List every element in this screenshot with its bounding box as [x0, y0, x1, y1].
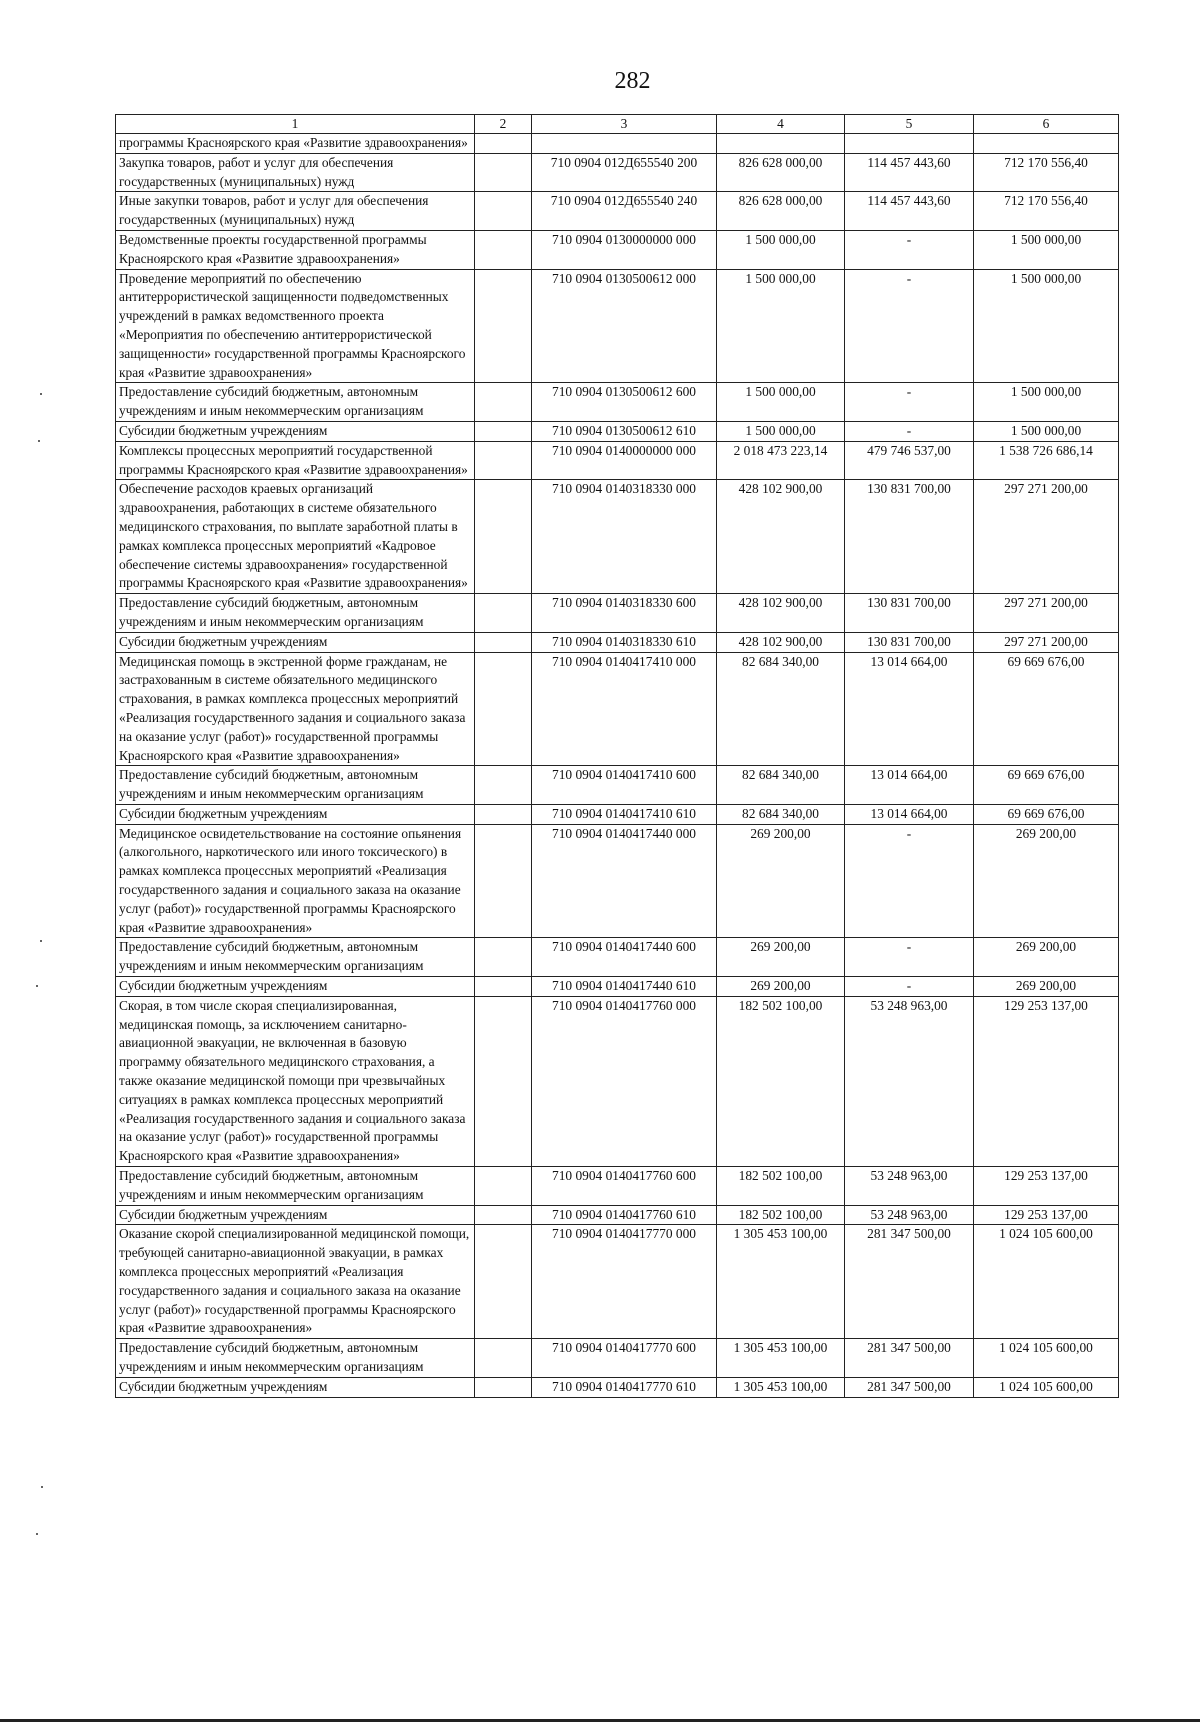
row-value-4: 1 500 000,00	[717, 230, 845, 269]
row-col2	[475, 480, 532, 594]
row-description: Субсидии бюджетным учреждениям	[116, 977, 475, 997]
row-value-4: 428 102 900,00	[717, 480, 845, 594]
row-value-4: 182 502 100,00	[717, 1205, 845, 1225]
row-col2	[475, 192, 532, 231]
row-code: 710 0904 0140417410 600	[532, 766, 717, 805]
row-description: Обеспечение расходов краевых организаций здравоохранения, работающих в системе обязательного медицинского страхования, по выплате заработной платы в рамках комплекса процессных мероприятий «Кадровое обеспечение системы здравоохранения» государственной программы Красноярского края «Развитие здравоохранения»	[116, 480, 475, 594]
row-description: Субсидии бюджетным учреждениям	[116, 421, 475, 441]
row-value-6: 129 253 137,00	[974, 996, 1119, 1166]
row-value-6: 712 170 556,40	[974, 153, 1119, 192]
table-row	[116, 824, 1119, 938]
row-code: 710 0904 0140417440 600	[532, 938, 717, 977]
row-code: 710 0904 0140417440 610	[532, 977, 717, 997]
row-code: 710 0904 0130000000 000	[532, 230, 717, 269]
row-col2	[475, 1225, 532, 1339]
row-value-5	[845, 134, 974, 154]
row-col2	[475, 383, 532, 422]
row-value-6: 297 271 200,00	[974, 632, 1119, 652]
row-value-5: 13 014 664,00	[845, 652, 974, 766]
row-value-4: 826 628 000,00	[717, 153, 845, 192]
margin-speck	[38, 440, 40, 442]
row-code: 710 0904 0140000000 000	[532, 441, 717, 480]
row-value-5: 53 248 963,00	[845, 1205, 974, 1225]
row-value-6: 129 253 137,00	[974, 1167, 1119, 1206]
row-value-6: 297 271 200,00	[974, 480, 1119, 594]
row-code	[532, 134, 717, 154]
row-code: 710 0904 0140417410 000	[532, 652, 717, 766]
row-col2	[475, 1339, 532, 1378]
table-row	[116, 1225, 1119, 1339]
table-row	[116, 383, 1119, 422]
row-value-5: -	[845, 230, 974, 269]
row-value-6: 269 200,00	[974, 938, 1119, 977]
row-value-4	[717, 134, 845, 154]
row-code: 710 0904 0140417770 610	[532, 1377, 717, 1397]
row-value-5: 13 014 664,00	[845, 804, 974, 824]
table-row	[116, 1377, 1119, 1397]
row-description: Предоставление субсидий бюджетным, автономным учреждениям и иным некоммерческим организациям	[116, 766, 475, 805]
row-description: Предоставление субсидий бюджетным, автономным учреждениям и иным некоммерческим организациям	[116, 938, 475, 977]
row-value-5: -	[845, 383, 974, 422]
row-code: 710 0904 0140318330 000	[532, 480, 717, 594]
row-value-6: 1 024 105 600,00	[974, 1377, 1119, 1397]
row-description: Иные закупки товаров, работ и услуг для обеспечения государственных (муниципальных) нужд	[116, 192, 475, 231]
row-value-4: 1 500 000,00	[717, 383, 845, 422]
row-value-6: 297 271 200,00	[974, 594, 1119, 633]
row-value-5: 53 248 963,00	[845, 1167, 974, 1206]
row-description: Ведомственные проекты государственной программы Красноярского края «Развитие здравоохранения»	[116, 230, 475, 269]
row-value-5: 130 831 700,00	[845, 594, 974, 633]
table-row	[116, 269, 1119, 383]
row-col2	[475, 594, 532, 633]
header-col-2: 2	[475, 115, 532, 134]
margin-speck	[40, 393, 42, 395]
table-row	[116, 230, 1119, 269]
row-value-6: 69 669 676,00	[974, 652, 1119, 766]
table-row	[116, 441, 1119, 480]
row-col2	[475, 269, 532, 383]
row-description: Предоставление субсидий бюджетным, автономным учреждениям и иным некоммерческим организациям	[116, 1339, 475, 1378]
table-row	[116, 421, 1119, 441]
row-col2	[475, 1205, 532, 1225]
row-description: Проведение мероприятий по обеспечению антитеррористической защищенности подведомственных учреждений в рамках ведомственного проекта «Мероприятия по обеспечению антитеррористической защищенности» государственной программы Красноярского края «Развитие здравоохранения»	[116, 269, 475, 383]
row-code: 710 0904 0140417410 610	[532, 804, 717, 824]
row-value-4: 1 305 453 100,00	[717, 1377, 845, 1397]
table-row	[116, 480, 1119, 594]
row-value-6: 1 500 000,00	[974, 230, 1119, 269]
row-value-4: 826 628 000,00	[717, 192, 845, 231]
row-description: Предоставление субсидий бюджетным, автономным учреждениям и иным некоммерческим организациям	[116, 383, 475, 422]
row-description: Медицинское освидетельствование на состояние опьянения (алкогольного, наркотического или иного токсического) в рамках комплекса процессных мероприятий «Реализация государственного задания и социального заказа на оказание услуг (работ)» государственной программы Красноярского края «Развитие здравоохранения»	[116, 824, 475, 938]
row-code: 710 0904 0140318330 600	[532, 594, 717, 633]
table-row	[116, 1339, 1119, 1378]
row-value-6: 1 024 105 600,00	[974, 1339, 1119, 1378]
row-value-6: 712 170 556,40	[974, 192, 1119, 231]
row-value-4: 428 102 900,00	[717, 594, 845, 633]
row-col2	[475, 824, 532, 938]
row-value-5: 53 248 963,00	[845, 996, 974, 1166]
row-description: Субсидии бюджетным учреждениям	[116, 1205, 475, 1225]
row-value-4: 182 502 100,00	[717, 1167, 845, 1206]
row-value-6: 1 500 000,00	[974, 383, 1119, 422]
row-code: 710 0904 0140417440 000	[532, 824, 717, 938]
row-value-5: -	[845, 824, 974, 938]
row-code: 710 0904 0140417760 000	[532, 996, 717, 1166]
row-col2	[475, 804, 532, 824]
row-value-4: 2 018 473 223,14	[717, 441, 845, 480]
row-value-5: -	[845, 421, 974, 441]
row-description: Субсидии бюджетным учреждениям	[116, 804, 475, 824]
row-value-6: 269 200,00	[974, 977, 1119, 997]
table-row	[116, 153, 1119, 192]
row-value-6: 69 669 676,00	[974, 766, 1119, 805]
row-code: 710 0904 012Д655540 200	[532, 153, 717, 192]
margin-speck	[36, 1533, 38, 1535]
row-col2	[475, 134, 532, 154]
row-code: 710 0904 0140318330 610	[532, 632, 717, 652]
row-value-4: 82 684 340,00	[717, 766, 845, 805]
header-col-4: 4	[717, 115, 845, 134]
row-value-4: 269 200,00	[717, 977, 845, 997]
table-body	[116, 134, 1119, 1398]
row-value-5: 130 831 700,00	[845, 480, 974, 594]
row-code: 710 0904 012Д655540 240	[532, 192, 717, 231]
row-code: 710 0904 0130500612 000	[532, 269, 717, 383]
row-code: 710 0904 0140417770 000	[532, 1225, 717, 1339]
row-value-5: -	[845, 269, 974, 383]
row-value-4: 269 200,00	[717, 824, 845, 938]
row-value-4: 269 200,00	[717, 938, 845, 977]
row-col2	[475, 996, 532, 1166]
row-col2	[475, 632, 532, 652]
row-code: 710 0904 0130500612 610	[532, 421, 717, 441]
header-col-3: 3	[532, 115, 717, 134]
header-row	[116, 115, 1119, 134]
row-value-5: -	[845, 938, 974, 977]
row-value-4: 1 500 000,00	[717, 421, 845, 441]
row-value-6: 1 500 000,00	[974, 421, 1119, 441]
table-row	[116, 1167, 1119, 1206]
row-description: Медицинская помощь в экстренной форме гражданам, не застрахованным в системе обязательного медицинского страхования, в рамках комплекса процессных мероприятий «Реализация государственного задания и социального заказа на оказание услуг (работ)» государственной программы Красноярского края «Развитие здравоохранения»	[116, 652, 475, 766]
margin-speck	[36, 985, 38, 987]
table-row	[116, 192, 1119, 231]
margin-speck	[41, 1486, 43, 1488]
row-col2	[475, 153, 532, 192]
row-description: Комплексы процессных мероприятий государственной программы Красноярского края «Развитие здравоохранения»	[116, 441, 475, 480]
table-row	[116, 977, 1119, 997]
row-code: 710 0904 0140417770 600	[532, 1339, 717, 1378]
table-row	[116, 134, 1119, 154]
row-col2	[475, 766, 532, 805]
row-value-5: 281 347 500,00	[845, 1377, 974, 1397]
row-col2	[475, 977, 532, 997]
row-value-4: 1 500 000,00	[717, 269, 845, 383]
table-row	[116, 766, 1119, 805]
table-row	[116, 996, 1119, 1166]
row-value-4: 428 102 900,00	[717, 632, 845, 652]
table-row	[116, 632, 1119, 652]
table-row	[116, 594, 1119, 633]
row-description: Оказание скорой специализированной медицинской помощи, требующей санитарно-авиационной эвакуации, в рамках комплекса процессных мероприятий «Реализация государственного задания и социального заказа на оказание услуг (работ)» государственной программы Красноярского края «Развитие здравоохранения»	[116, 1225, 475, 1339]
row-value-5: 130 831 700,00	[845, 632, 974, 652]
header-col-6: 6	[974, 115, 1119, 134]
row-value-6: 1 024 105 600,00	[974, 1225, 1119, 1339]
table-row	[116, 1205, 1119, 1225]
row-description: программы Красноярского края «Развитие здравоохранения»	[116, 134, 475, 154]
row-value-4: 82 684 340,00	[717, 804, 845, 824]
row-col2	[475, 421, 532, 441]
row-description: Субсидии бюджетным учреждениям	[116, 1377, 475, 1397]
row-col2	[475, 652, 532, 766]
margin-speck	[40, 940, 42, 942]
table-row	[116, 652, 1119, 766]
row-value-5: 114 457 443,60	[845, 153, 974, 192]
row-value-5: -	[845, 977, 974, 997]
row-code: 710 0904 0140417760 610	[532, 1205, 717, 1225]
row-col2	[475, 1167, 532, 1206]
row-code: 710 0904 0130500612 600	[532, 383, 717, 422]
row-description: Субсидии бюджетным учреждениям	[116, 632, 475, 652]
row-value-6	[974, 134, 1119, 154]
row-value-6: 269 200,00	[974, 824, 1119, 938]
row-value-5: 281 347 500,00	[845, 1225, 974, 1339]
row-value-5: 479 746 537,00	[845, 441, 974, 480]
row-description: Скорая, в том числе скорая специализированная, медицинская помощь, за исключением санитарно-авиационной эвакуации, не включенная в базовую программу обязательного медицинского страхования, а также оказание медицинской помощи при чрезвычайных ситуациях в рамках комплекса процессных мероприятий «Реализация государственного задания и социального заказа на оказание услуг (работ)» государственной программы Красноярского края «Развитие здравоохранения»	[116, 996, 475, 1166]
row-value-6: 129 253 137,00	[974, 1205, 1119, 1225]
row-value-5: 13 014 664,00	[845, 766, 974, 805]
row-description: Предоставление субсидий бюджетным, автономным учреждениям и иным некоммерческим организациям	[116, 1167, 475, 1206]
row-value-4: 1 305 453 100,00	[717, 1339, 845, 1378]
row-value-6: 1 538 726 686,14	[974, 441, 1119, 480]
row-value-4: 1 305 453 100,00	[717, 1225, 845, 1339]
row-col2	[475, 938, 532, 977]
row-value-5: 281 347 500,00	[845, 1339, 974, 1378]
row-description: Предоставление субсидий бюджетным, автономным учреждениям и иным некоммерческим организациям	[116, 594, 475, 633]
row-value-6: 1 500 000,00	[974, 269, 1119, 383]
row-col2	[475, 441, 532, 480]
row-col2	[475, 1377, 532, 1397]
table-row	[116, 804, 1119, 824]
header-col-1: 1	[116, 115, 475, 134]
row-value-6: 69 669 676,00	[974, 804, 1119, 824]
row-value-5: 114 457 443,60	[845, 192, 974, 231]
row-description: Закупка товаров, работ и услуг для обеспечения государственных (муниципальных) нужд	[116, 153, 475, 192]
row-value-4: 182 502 100,00	[717, 996, 845, 1166]
row-code: 710 0904 0140417760 600	[532, 1167, 717, 1206]
page-number: 282	[614, 68, 651, 94]
budget-table	[115, 114, 1119, 1398]
row-value-4: 82 684 340,00	[717, 652, 845, 766]
scan-edge-line	[0, 1719, 1200, 1722]
header-col-5: 5	[845, 115, 974, 134]
table-row	[116, 938, 1119, 977]
row-col2	[475, 230, 532, 269]
